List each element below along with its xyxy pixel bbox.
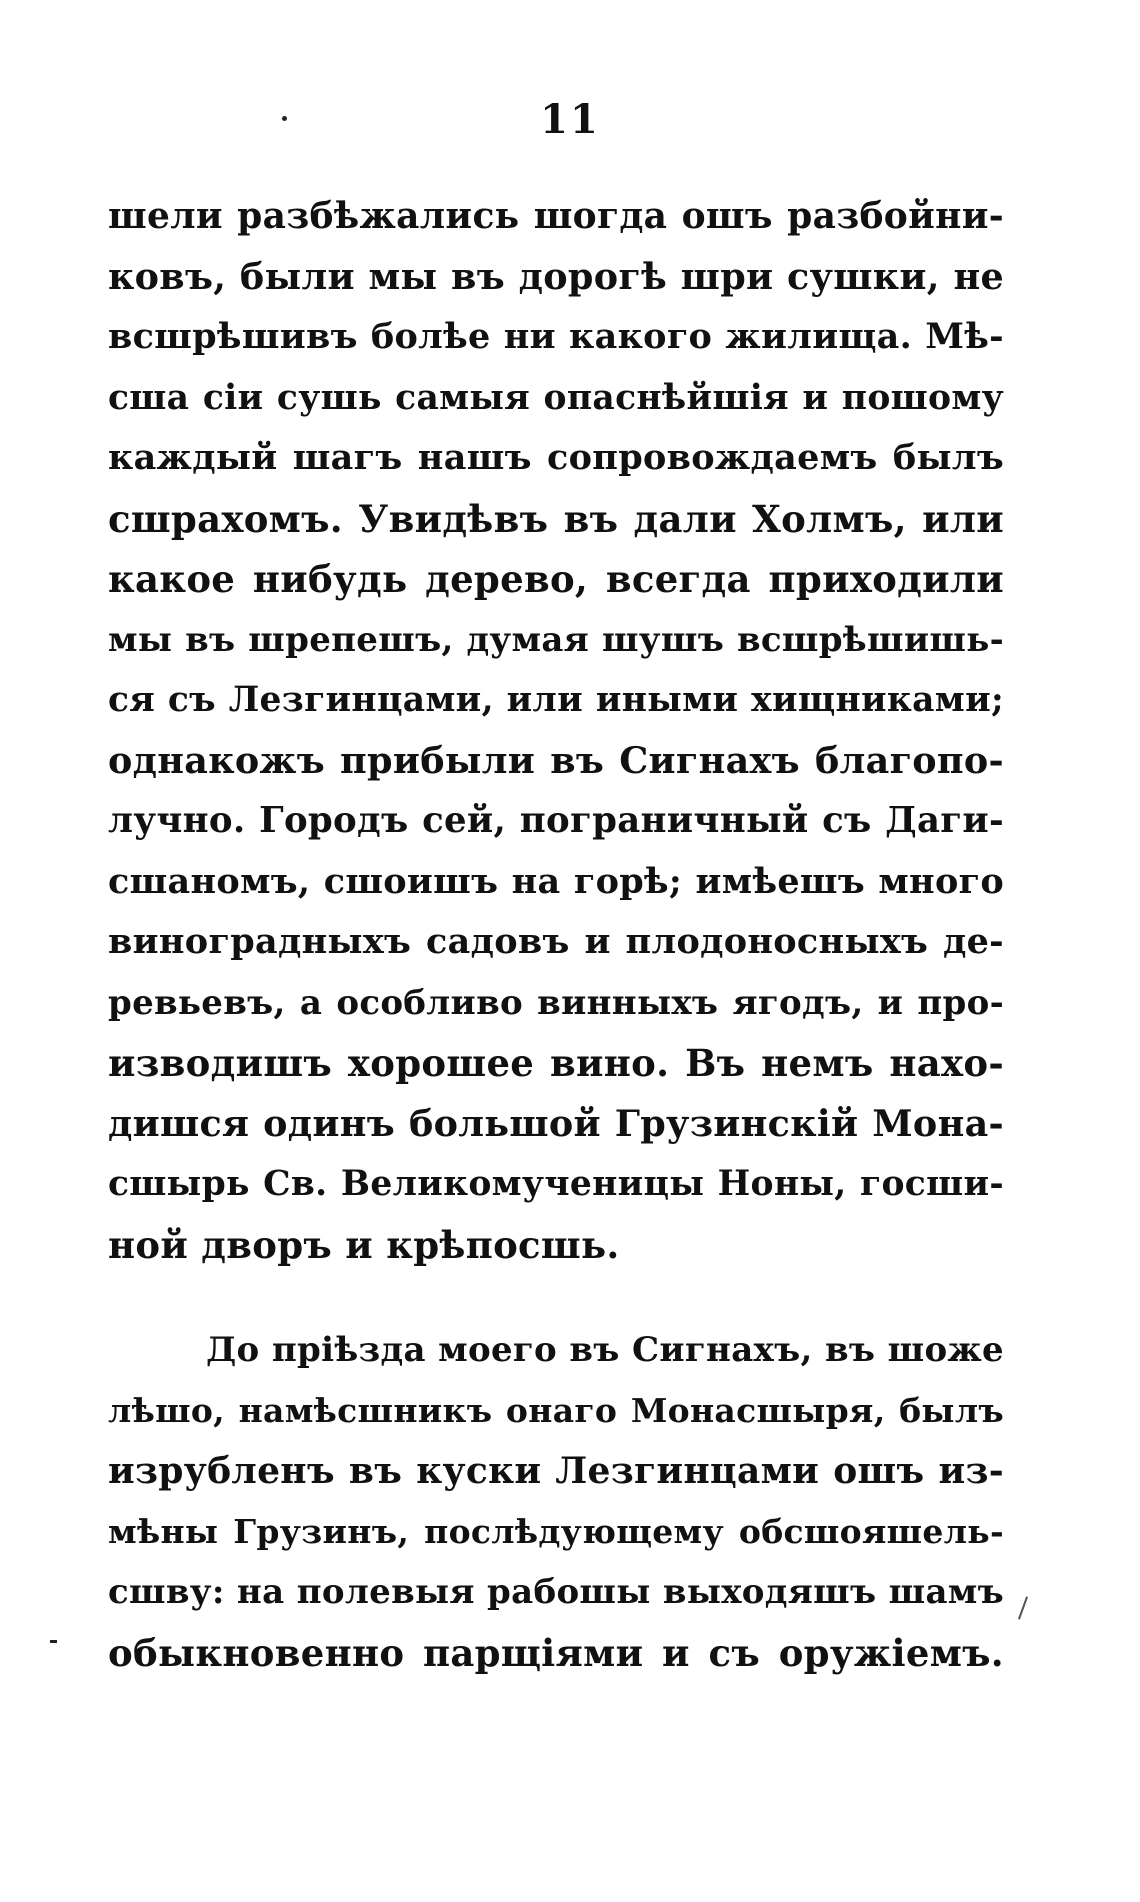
text-line: До пріѣзда моего въ Сигнахъ, въ шоже bbox=[206, 1330, 1004, 1370]
ink-speck bbox=[50, 1640, 57, 1643]
text-line: лучно. Городъ сей, пограничный съ Даги- bbox=[108, 800, 1004, 841]
ink-mark bbox=[1018, 1596, 1028, 1619]
text-line: лѣшо, намѣсшникъ онаго Монасшыря, былъ bbox=[108, 1390, 1004, 1430]
page-number: 11 bbox=[540, 96, 600, 143]
text-line: однакожъ прибыли въ Сигнахъ благопо- bbox=[108, 738, 1004, 782]
text-line: какое нибудь дерево, всегда приходили bbox=[108, 557, 1004, 601]
text-line: ной дворъ и крѣпосшь. bbox=[108, 1222, 620, 1267]
text-line: сша сіи сушь самыя опаснѣйшія и пошому bbox=[108, 377, 1004, 418]
text-line: всшрѣшивъ болѣе ни какого жилища. Мѣ- bbox=[108, 316, 1004, 357]
text-line: ковъ, были мы въ дорогѣ шри сушки, не bbox=[108, 254, 1004, 298]
paragraph-2 bbox=[108, 1320, 1004, 1683]
text-line: дишся одинъ большой Грузинскій Мона- bbox=[108, 1101, 1004, 1145]
text-line: мѣны Грузинъ, послѣдующему обсшояшель- bbox=[108, 1511, 1004, 1551]
text-line: шели разбѣжались шогда ошъ разбойни- bbox=[108, 195, 1004, 237]
text-line: виноградныхъ садовъ и плодоносныхъ де- bbox=[108, 921, 1004, 962]
text-line: изводишъ хорошее вино. Въ немъ нахо- bbox=[108, 1041, 1004, 1085]
paragraph-1 bbox=[108, 186, 1004, 1275]
text-line: ся съ Лезгинцами, или иными хищниками; bbox=[108, 680, 1004, 720]
text-line: сшву: на полевыя рабошы выходяшъ шамъ bbox=[108, 1572, 1004, 1612]
text-line: сшаномъ, сшоишъ на горѣ; имѣешъ много bbox=[108, 860, 1004, 902]
text-line: ревьевъ, а особливо винныхъ ягодъ, и про- bbox=[108, 982, 1004, 1023]
text-line: изрубленъ въ куски Лезгинцами ошъ из- bbox=[108, 1450, 1004, 1492]
text-line: сшрахомъ. Увидѣвъ въ дали Холмъ, или bbox=[108, 496, 1004, 541]
text-line: обыкновенно парщіями и съ оружіемъ. bbox=[108, 1630, 1004, 1675]
text-line: мы въ шрепешъ, думая шушъ всшрѣшишь- bbox=[108, 619, 1004, 660]
text-line: каждый шагъ нашъ сопровождаемъ былъ bbox=[108, 437, 1004, 478]
text-line: сшырь Св. Великомученицы Ноны, госши- bbox=[108, 1164, 1004, 1204]
